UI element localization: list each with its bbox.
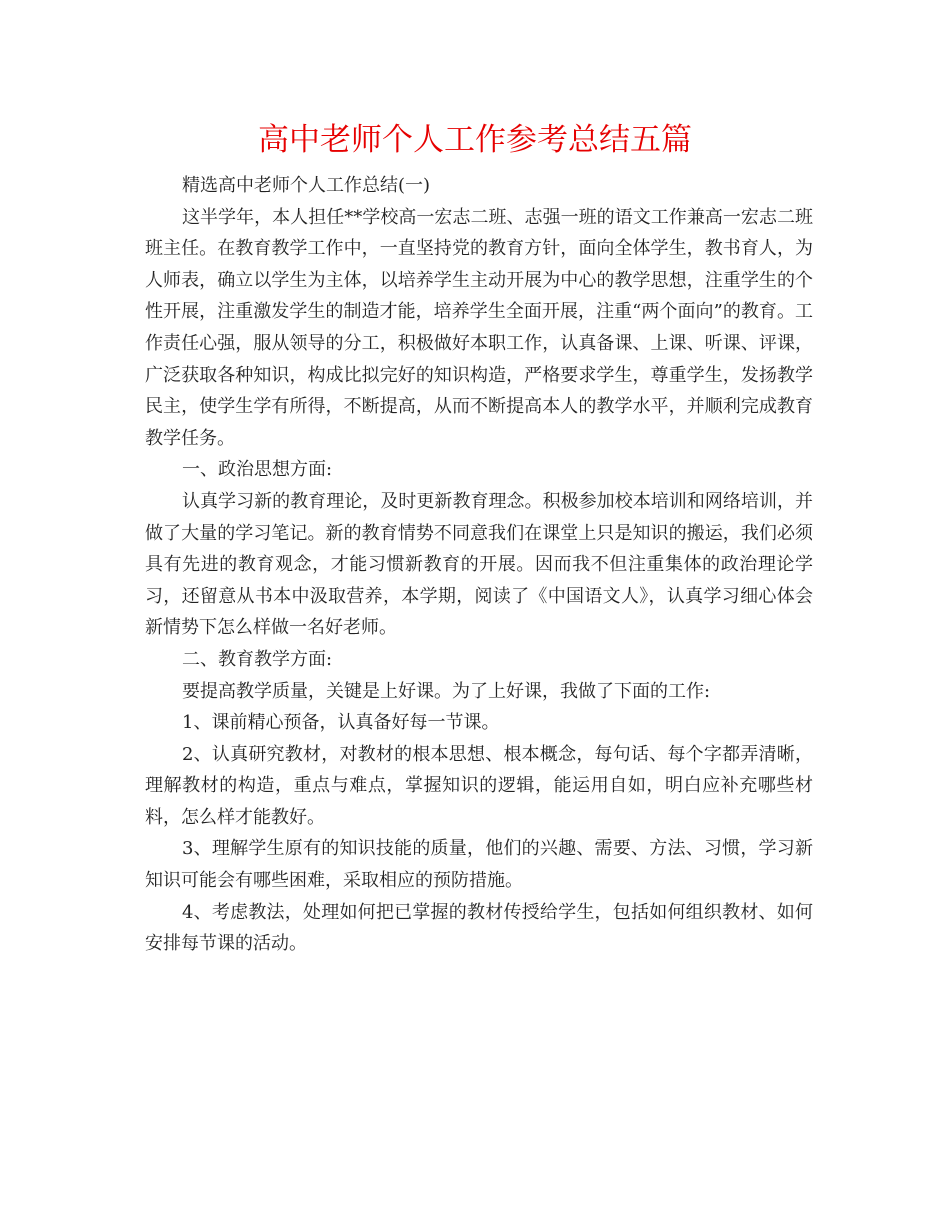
- section-heading: 二、教育教学方面:: [182, 648, 333, 670]
- section-heading: 精选高中老师个人工作总结(一): [182, 175, 431, 196]
- list-item: 3、理解学生原有的知识技能的质量，他们的兴趣、需要、方法、习惯，学习新知识可能会有哪些困难，采取相应的预防措施。: [145, 838, 813, 892]
- list-item: 4、考虑教法，处理如何把已掌握的教材传授给学生，包括如何组织教材、如何安排每节课的活动。: [145, 901, 813, 955]
- list-item: 2、认真研究教材，对教材的根本思想、根本概念，每句话、每个字都弄清晰，理解教材的构造，重点与难点，掌握知识的逻辑，能运用自如，明白应补充哪些材料，怎么样才能教好。: [145, 743, 813, 828]
- list-item: 1、课前精心预备，认真备好每一节课。: [182, 712, 500, 734]
- section-heading: 一、政治思想方面:: [182, 459, 333, 481]
- document-title: 高中老师个人工作参考总结五篇: [258, 122, 692, 158]
- document-body: [145, 170, 813, 960]
- paragraph: 要提高教学质量，关键是上好课。为了上好课，我做了下面的工作:: [182, 680, 711, 702]
- paragraph: 认真学习新的教育理论，及时更新教育理念。积极参加校本培训和网络培训，并做了大量的学习笔记。新的教育情势不同意我们在课堂上只是知识的搬运，我们必须具有先进的教育观念，才能习惯新教育的开展。因而我不但注重集体的政治理论学习，还留意从书本中汲取营养，本学期，阅读了《中国语文人》，认真学习细心体会新情势下怎么样做一名好老师。: [145, 490, 813, 639]
- paragraph: 这半学年，本人担任**学校高一宏志二班、志强一班的语文工作兼高一宏志二班班主任。在教育教学工作中，一直坚持党的教育方针，面向全体学生，教书育人，为人师表，确立以学生为主体，以培养学生主动开展为中心的教学思想，注重学生的个性开展，注重激发学生的制造才能，培养学生全面开展，注重“两个面向”的教育。工作责任心强，服从领导的分工，积极做好本职工作，认真备课、上课、听课、评课，广泛获取各种知识，构成比拟完好的知识构造，严格要求学生，尊重学生，发扬教学民主，使学生学有所得，不断提高，从而不断提高本人的教学水平，并顺利完成教育教学任务。: [145, 206, 813, 449]
